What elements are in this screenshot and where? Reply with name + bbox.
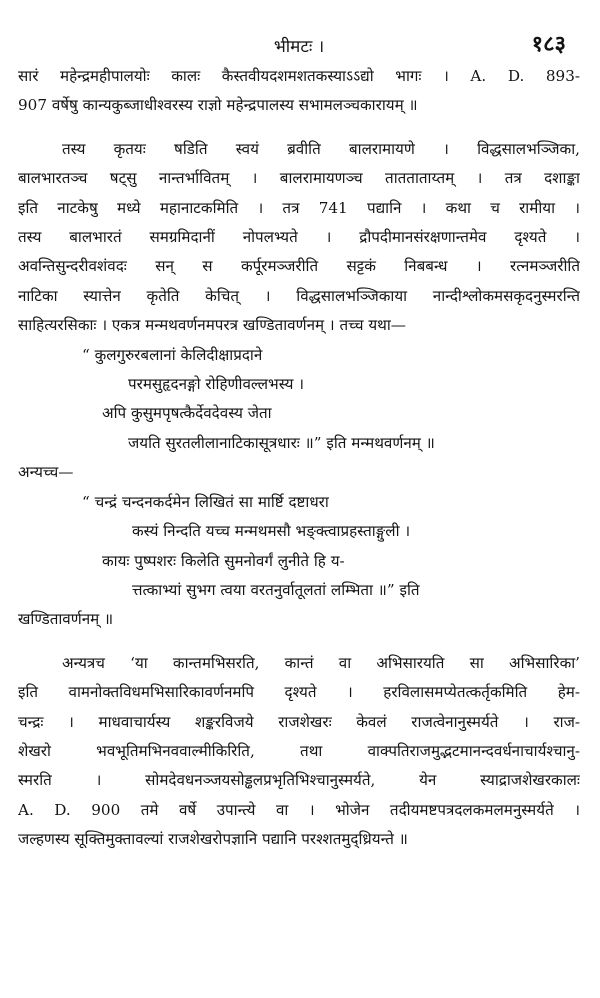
section-label-anyaccha: अन्यच्च—: [18, 463, 74, 482]
text-line: इति वामनोक्तविधमभिसारिकावर्णनमपि दृश्यते । हरविलासमप्येतत्कर्तृकमिति हेम-: [18, 683, 580, 702]
verse-line: “ चन्द्रं चन्दनकर्दमेन लिखितं सा मार्ष्टि दष्टाधरा: [82, 492, 329, 511]
text-line: स्मरति । सोमदेवधनञ्जयसोड्ढलप्रभृतिभिश्चानुस्मर्यते, येन स्याद्राजशेखरकालः: [18, 771, 580, 790]
verse-line: जयति सुरतलीलानाटिकासूत्रधारः ॥” इति मन्मथवर्णनम् ॥: [128, 433, 435, 452]
paragraph-2: [18, 135, 580, 341]
verse-2: [18, 488, 580, 635]
text-line: साहित्यरसिकाः । एकत्र मन्मथवर्णनमपरत्र खण्डितावर्णनम् । तच्च यथा—: [18, 316, 406, 335]
paragraph-gap: [18, 121, 580, 135]
text-line: अवन्तिसुन्दरीवशंवदः सन् स कर्पूरमञ्जरीति सट्टकं निबबन्ध । रत्नमञ्जरीति: [18, 257, 580, 276]
text-line: तस्य बालभारतं समग्रमिदानीं नोपलभ्यते । द्रौपदीमानसंरक्षणान्तमेव दृश्यते ।: [18, 228, 580, 247]
page-number: १८३: [531, 31, 566, 57]
paragraph-3: [18, 649, 580, 855]
running-head: भीमटः ।: [273, 37, 325, 57]
verse-line: त्तत्काभ्यां सुभग त्वया वरतनुर्वातूलतां लम्भिता ॥” इति: [132, 580, 420, 599]
verse-1: [18, 341, 580, 459]
paragraph-gap: [18, 635, 580, 649]
text-line: तस्य कृतयः षडिति स्वयं ब्रवीति बालरामायणे । विद्धसालभञ्जिका,: [62, 139, 580, 158]
text-line: अन्यत्रच ‘या कान्तमभिसरति, कान्तं वा अभिसारयति सा अभिसारिका’: [62, 653, 580, 672]
text-line: बालभारतञ्च षट्सु नान्तर्भावितम् । बालरामायणञ्च तातताताय्तम् । तत्र दशाङ्का: [18, 169, 580, 188]
verse-line: खण्डितावर्णनम् ॥: [18, 610, 114, 629]
verse-line: “ कुलगुरुरबलानां केलिदीक्षाप्रदाने: [82, 345, 263, 364]
page-body: [18, 62, 580, 855]
text-line: चन्द्रः । माधवाचार्यस्य शङ्करविजये राजशेखरः केवलं राजत्वेनानुस्मर्यते । राज-: [18, 712, 580, 731]
verse-line: अपि कुसुमपृषत्कैर्देवदेवस्य जेता: [102, 404, 272, 423]
verse-line: परमसुहृदनङ्गो रोहिणीवल्लभस्य ।: [128, 375, 305, 394]
text-line: जल्हणस्य सूक्तिमुक्तावल्यां राजशेखरोपज्ञानि पद्यानि परश्शतमुद्ध्रियन्ते ॥: [18, 830, 408, 849]
paragraph-1: [18, 62, 580, 121]
verse-line: कायः पुष्पशरः किलेति सुमनोवर्गं लुनीते हि य-: [102, 551, 345, 570]
text-line: इति नाटकेषु मध्ये महानाटकमिति । तत्र 741 पद्यानि । कथा च रामीया ।: [18, 198, 580, 217]
text-line: नाटिका स्यात्तेन कृतेति केचित् । विद्धसालभञ्जिकाया नान्दीश्लोकमसकृदनुस्मरन्ति: [18, 286, 580, 305]
text-line: शेखरो भवभूतिमभिनववाल्मीकिरिति, तथा वाक्पतिराजमुद्भटमानन्दवर्धनाचार्यश्चानु-: [18, 741, 580, 760]
verse-line: कस्यं निन्दति यच्च मन्मथमसौ भङ्क्त्वाप्रहस्ताङ्गुली ।: [132, 522, 411, 541]
page-header: [18, 20, 580, 62]
text-line: 907 वर्षेषु कान्यकुब्जाधीश्वरस्य राज्ञो महेन्द्रपालस्य सभामलञ्चकारायम् ॥: [18, 96, 418, 115]
text-line: A. D. 900 तमे वर्षे उपान्त्ये वा । भोजेन तदीयमष्टपत्रदलकमलमनुस्मर्यते ।: [18, 800, 580, 819]
text-line: सारं महेन्द्रमहीपालयोः कालः कैस्तवीयदशमशतकस्याऽऽद्यो भागः । A. D. 893-: [18, 67, 580, 85]
